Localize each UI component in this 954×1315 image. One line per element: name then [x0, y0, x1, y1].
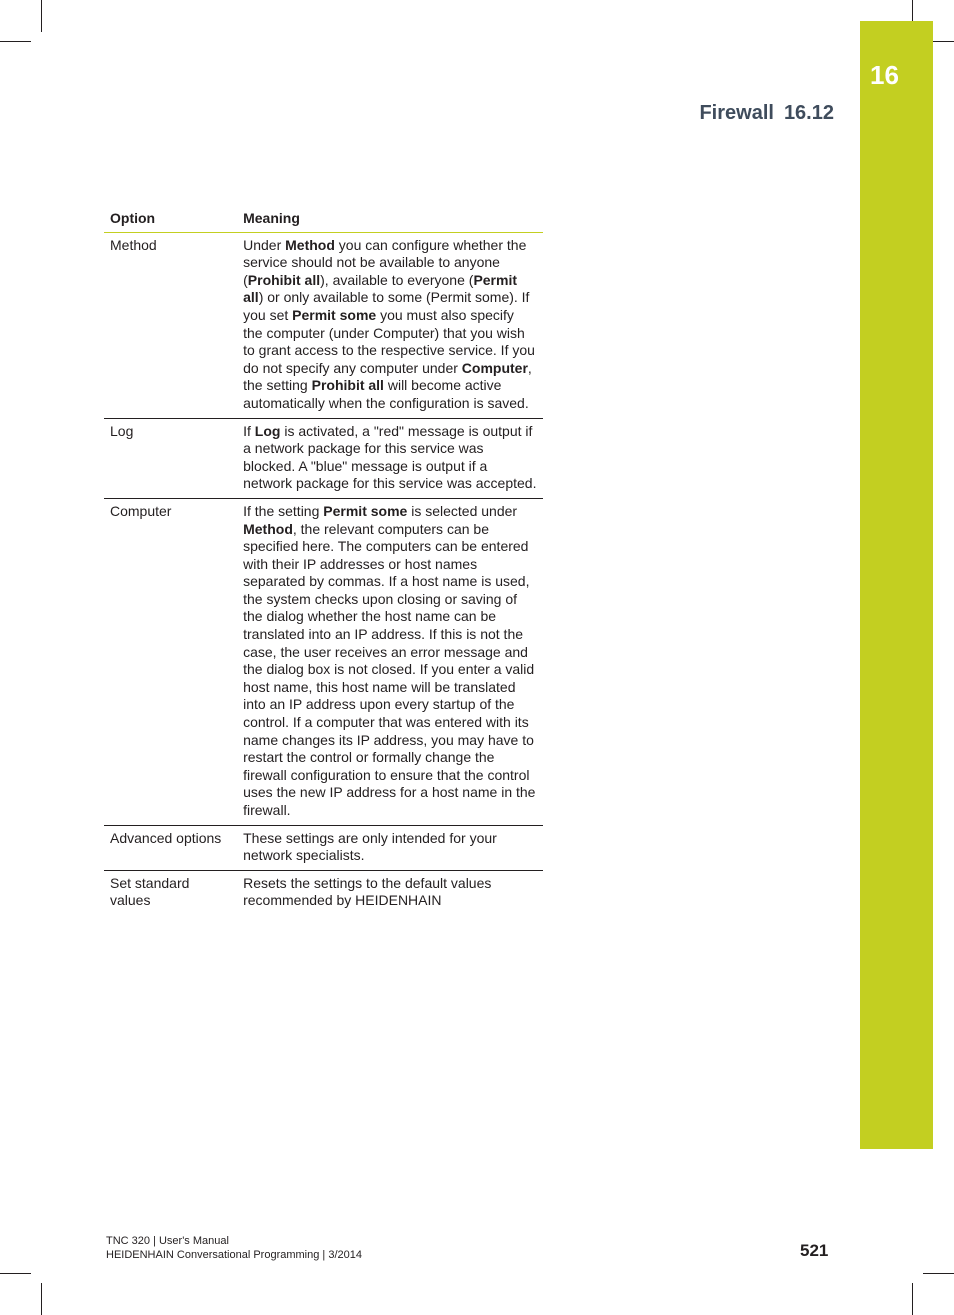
- meaning-bold-term: Method: [243, 520, 293, 537]
- meaning-text: If: [243, 422, 255, 439]
- page-number: 521: [800, 1241, 829, 1260]
- meaning-text: , the relevant computers can be specified here. The computers can be entered with their IP addresses or host names separated by commas. If a host name is used, the system checks upon closing or saving of the dialog whether the host name can be translated into an IP address. If this is not the case, the user receives an error message and the dialog box is not closed. If you enter a valid host name, this host name will be translated into an IP address upon every startup of the control. If a computer that was entered with its name changes its IP address, you may have to restart the control or formally change the firewall configuration to ensure that the control uses the new IP address for a host name in the firewall.: [243, 520, 536, 818]
- meaning-bold-term: Method: [285, 236, 335, 253]
- meaning-bold-term: Computer: [461, 359, 528, 376]
- crop-mark: [912, 1283, 913, 1315]
- meaning-text: , the setting: [243, 359, 532, 394]
- option-cell: Log: [104, 418, 237, 498]
- column-header-meaning: Meaning: [237, 209, 543, 232]
- meaning-cell: [237, 825, 543, 870]
- footer-publication: HEIDENHAIN Conversational Programming | 3/2014: [106, 1249, 362, 1261]
- meaning-text: Resets the settings to the default values recommended by HEIDENHAIN: [243, 874, 492, 909]
- meaning-bold-term: Permit some: [323, 502, 408, 519]
- section-number: 16.12: [783, 102, 834, 124]
- crop-mark: [0, 41, 31, 42]
- meaning-text: ), available to everyone (: [320, 271, 474, 288]
- meaning-bold-term: Prohibit all: [311, 377, 384, 394]
- meaning-bold-term: Permit some: [292, 306, 377, 323]
- table-row: [104, 498, 543, 825]
- column-header-option: Option: [104, 209, 237, 232]
- meaning-text: These settings are only intended for your network specialists.: [243, 829, 497, 864]
- table-body: [104, 232, 543, 915]
- option-cell: Set standard values: [110, 874, 190, 909]
- chapter-number: 16: [870, 60, 899, 90]
- table-row: [104, 825, 543, 870]
- crop-mark: [41, 1283, 42, 1315]
- crop-mark: [0, 1273, 31, 1274]
- option-cell: Advanced options: [104, 825, 237, 870]
- option-cell: Computer: [104, 498, 237, 825]
- meaning-text: is selected under: [407, 502, 518, 519]
- crop-mark: [923, 1273, 954, 1274]
- table-row: [104, 418, 543, 498]
- meaning-text: Under: [243, 236, 286, 253]
- crop-mark: [41, 0, 42, 32]
- section-title-text: Firewall: [699, 102, 774, 124]
- section-heading: [699, 102, 834, 125]
- meaning-bold-term: Prohibit all: [247, 271, 321, 288]
- meaning-cell: [237, 418, 543, 498]
- meaning-cell: [237, 870, 543, 915]
- meaning-bold-term: Permit all: [243, 271, 518, 306]
- options-table: [104, 209, 543, 915]
- chapter-tab: [860, 21, 933, 1149]
- table-row: [104, 870, 543, 915]
- meaning-text: you must also specify the computer (under Computer) that you wish to grant access to the respective service. If you do not specify any computer under: [243, 306, 535, 376]
- meaning-text: is activated, a "red" message is output if a network package for this service was blocked. A "blue" message is output if a network package for this service was accepted.: [243, 422, 537, 492]
- meaning-text: ) or only available to some (Permit some). If you set: [243, 289, 530, 323]
- meaning-cell: [237, 232, 543, 418]
- crop-mark: [933, 41, 954, 42]
- meaning-text: will become active automatically when the configuration is saved.: [243, 377, 529, 411]
- meaning-bold-term: Log: [254, 422, 281, 439]
- option-cell: Method: [104, 232, 237, 418]
- meaning-cell: [237, 498, 543, 825]
- crop-mark: [912, 0, 913, 21]
- meaning-text: If the setting: [243, 502, 324, 519]
- table-header-row: [104, 209, 543, 232]
- table-row: [104, 232, 543, 418]
- footer-manual-title: TNC 320 | User's Manual: [106, 1235, 229, 1247]
- meaning-text: you can configure whether the service should not be available to anyone (: [243, 236, 527, 288]
